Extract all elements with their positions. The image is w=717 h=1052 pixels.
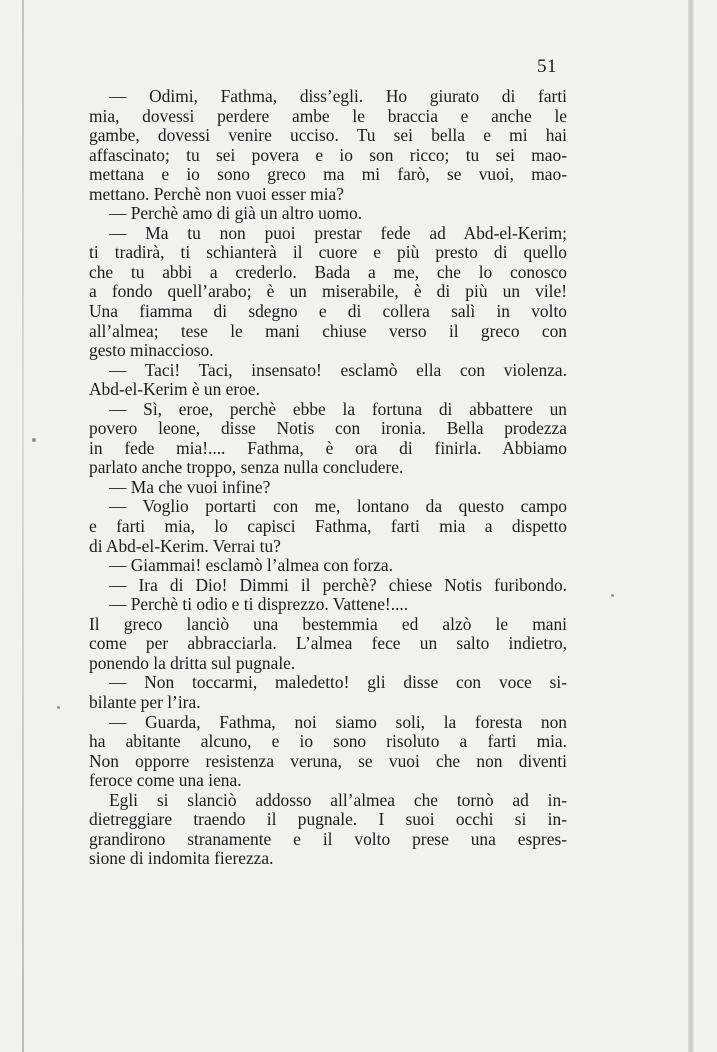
body-text [89,87,567,869]
text-line: — Perchè ti odio e ti disprezzo. Vattene!.... [109,594,409,615]
text-line: a fondo quell’arabo; è un miserabile, è di più un vile! [89,281,567,302]
text-line: di Abd-el-Kerim. Verrai tu? [89,535,281,556]
page-number: 51 [537,56,557,77]
text-line: feroce come una iena. [89,770,242,791]
page-left-edge [22,0,24,1052]
text-line: — Ma tu non puoi prestar fede ad Abd-el-Kerim; [109,222,567,243]
text-line: Una fiamma di sdegno e di collera salì in volto [89,301,567,322]
text-line: — Taci! Taci, insensato! esclamò ella con violenza. [109,359,567,380]
text-line: e farti mia, lo capisci Fathma, farti mia a dispetto [89,516,567,537]
text-line: gambe, dovessi venire ucciso. Tu sei bella e mi hai [89,125,567,146]
text-line: che tu abbi a crederlo. Bada a me, che lo conosco [89,261,567,282]
text-line: Non opporre resistenza veruna, se vuoi che non diventi [89,750,567,771]
text-line: ti tradirà, ti schianterà il cuore e più presto di quello [89,242,567,263]
text-line: bilante per l’ira. [89,691,201,712]
text-line: Egli si slanciò addosso all’almea che tornò ad in- [109,789,567,810]
text-line: — Odimi, Fathma, diss’egli. Ho giurato di farti [109,86,567,106]
text-line: Il greco lanciò una bestemmia ed alzò le mani [89,613,567,634]
text-line: mettana e io sono greco ma mi farò, se vuoi, mao- [89,164,567,185]
text-line: — Perchè amo di già un altro uomo. [109,203,363,224]
text-line: in fede mia!.... Fathma, è ora di finirla. Abbiamo [89,437,567,458]
print-speck [57,706,60,709]
text-line: ha abitante alcuno, e io sono risoluto a farti mia. [89,731,567,752]
text-line: affascinato; tu sei povera e io son ricco; tu sei mao- [89,144,567,165]
text-line: — Giammai! esclamò l’almea con forza. [109,555,393,576]
text-line: — Ira di Dio! Dimmi il perchè? chiese Notis furibondo. [109,574,567,595]
print-speck [611,594,614,597]
page-right-edge [688,0,694,1052]
text-line: grandirono stranamente e il volto prese una espres- [89,828,567,849]
text-line: povero leone, disse Notis con ironia. Bella prodezza [89,418,567,439]
text-line: — Guarda, Fathma, noi siamo soli, la foresta non [109,711,567,732]
text-line: all’almea; tese le mani chiuse verso il greco con [89,320,567,341]
text-line: parlato anche troppo, senza nulla concludere. [89,457,404,478]
text-line: — Ma che vuoi infine? [109,476,271,497]
print-speck [32,438,36,442]
text-line: Abd-el-Kerim è un eroe. [89,379,260,400]
text-line: mia, dovessi perdere ambe le braccia e anche le [89,105,567,126]
text-line: gesto minaccioso. [89,340,214,361]
text-line: mettano. Perchè non vuoi esser mia? [89,183,344,204]
text-line: dietreggiare traendo il pugnale. I suoi occhi si in- [89,809,567,830]
text-line: — Sì, eroe, perchè ebbe la fortuna di abbattere un [109,398,567,419]
text-line: — Voglio portarti con me, lontano da questo campo [109,496,567,517]
text-line: — Non toccarmi, maledetto! gli disse con voce si- [109,672,567,693]
text-line: come per abbracciarla. L’almea fece un salto indietro, [89,633,567,654]
text-line: sione di indomita fierezza. [89,848,274,869]
text-line: ponendo la dritta sul pugnale. [89,652,296,673]
